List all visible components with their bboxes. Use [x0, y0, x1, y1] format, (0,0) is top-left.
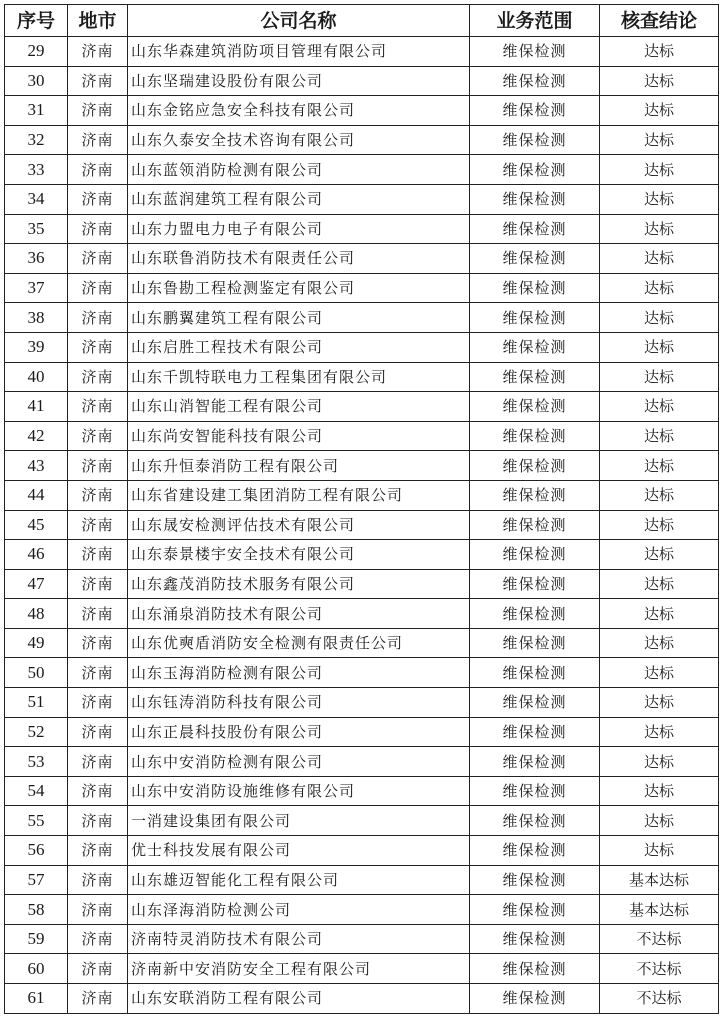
cell-company: 山东泽海消防检测公司 — [128, 895, 470, 925]
table-row — [5, 303, 719, 333]
cell-company: 山东尚安智能科技有限公司 — [128, 421, 470, 451]
cell-company: 山东安联消防工程有限公司 — [128, 984, 470, 1014]
cell-index: 57 — [5, 865, 68, 895]
cell-scope: 维保检测 — [470, 451, 600, 481]
cell-city: 济南 — [68, 865, 128, 895]
cell-index: 29 — [5, 37, 68, 67]
cell-company: 山东千凯特联电力工程集团有限公司 — [128, 362, 470, 392]
cell-city: 济南 — [68, 954, 128, 984]
cell-scope: 维保检测 — [470, 954, 600, 984]
cell-scope: 维保检测 — [470, 66, 600, 96]
cell-city: 济南 — [68, 924, 128, 954]
table-row — [5, 836, 719, 866]
cell-city: 济南 — [68, 895, 128, 925]
cell-result: 达标 — [600, 747, 719, 777]
cell-result: 达标 — [600, 776, 719, 806]
cell-index: 54 — [5, 776, 68, 806]
cell-company: 一消建设集团有限公司 — [128, 806, 470, 836]
cell-result: 达标 — [600, 658, 719, 688]
cell-scope: 维保检测 — [470, 836, 600, 866]
cell-index: 34 — [5, 184, 68, 214]
cell-city: 济南 — [68, 451, 128, 481]
table-row — [5, 776, 719, 806]
cell-index: 44 — [5, 480, 68, 510]
table-row — [5, 954, 719, 984]
cell-result: 基本达标 — [600, 895, 719, 925]
cell-scope: 维保检测 — [470, 717, 600, 747]
cell-index: 53 — [5, 747, 68, 777]
cell-result: 达标 — [600, 510, 719, 540]
table-row — [5, 480, 719, 510]
cell-result: 达标 — [600, 303, 719, 333]
cell-city: 济南 — [68, 155, 128, 185]
cell-company: 山东钰涛消防科技有限公司 — [128, 688, 470, 718]
cell-result: 基本达标 — [600, 865, 719, 895]
cell-company: 山东雄迈智能化工程有限公司 — [128, 865, 470, 895]
cell-index: 36 — [5, 244, 68, 274]
cell-city: 济南 — [68, 273, 128, 303]
cell-company: 山东蓝领消防检测有限公司 — [128, 155, 470, 185]
table-row — [5, 214, 719, 244]
cell-result: 达标 — [600, 362, 719, 392]
cell-index: 52 — [5, 717, 68, 747]
cell-index: 32 — [5, 125, 68, 155]
cell-scope: 维保检测 — [470, 865, 600, 895]
cell-city: 济南 — [68, 717, 128, 747]
cell-company: 山东中安消防检测有限公司 — [128, 747, 470, 777]
cell-index: 30 — [5, 66, 68, 96]
cell-scope: 维保检测 — [470, 599, 600, 629]
table-row — [5, 569, 719, 599]
cell-city: 济南 — [68, 688, 128, 718]
cell-company: 山东鑫茂消防技术服务有限公司 — [128, 569, 470, 599]
cell-result: 达标 — [600, 836, 719, 866]
cell-index: 46 — [5, 540, 68, 570]
cell-scope: 维保检测 — [470, 628, 600, 658]
cell-index: 43 — [5, 451, 68, 481]
table-row — [5, 96, 719, 126]
cell-company: 山东启胜工程技术有限公司 — [128, 332, 470, 362]
cell-city: 济南 — [68, 480, 128, 510]
cell-index: 50 — [5, 658, 68, 688]
cell-city: 济南 — [68, 303, 128, 333]
inspection-results-table — [4, 4, 719, 1014]
cell-scope: 维保检测 — [470, 806, 600, 836]
cell-company: 山东中安消防设施维修有限公司 — [128, 776, 470, 806]
cell-result: 不达标 — [600, 984, 719, 1014]
cell-scope: 维保检测 — [470, 984, 600, 1014]
cell-index: 51 — [5, 688, 68, 718]
cell-scope: 维保检测 — [470, 688, 600, 718]
table-row — [5, 332, 719, 362]
header-index: 序号 — [5, 5, 68, 37]
cell-index: 40 — [5, 362, 68, 392]
cell-result: 达标 — [600, 717, 719, 747]
cell-city: 济南 — [68, 540, 128, 570]
cell-scope: 维保检测 — [470, 37, 600, 67]
cell-index: 59 — [5, 924, 68, 954]
cell-scope: 维保检测 — [470, 421, 600, 451]
cell-city: 济南 — [68, 569, 128, 599]
cell-company: 山东晟安检测评估技术有限公司 — [128, 510, 470, 540]
cell-scope: 维保检测 — [470, 480, 600, 510]
cell-index: 37 — [5, 273, 68, 303]
cell-scope: 维保检测 — [470, 895, 600, 925]
table-row — [5, 155, 719, 185]
table-row — [5, 688, 719, 718]
cell-company: 山东鹏翼建筑工程有限公司 — [128, 303, 470, 333]
cell-scope: 维保检测 — [470, 362, 600, 392]
cell-scope: 维保检测 — [470, 244, 600, 274]
table-row — [5, 66, 719, 96]
cell-index: 31 — [5, 96, 68, 126]
table-row — [5, 865, 719, 895]
cell-city: 济南 — [68, 37, 128, 67]
cell-city: 济南 — [68, 776, 128, 806]
cell-city: 济南 — [68, 362, 128, 392]
cell-result: 达标 — [600, 688, 719, 718]
cell-city: 济南 — [68, 332, 128, 362]
cell-index: 49 — [5, 628, 68, 658]
cell-scope: 维保检测 — [470, 924, 600, 954]
table-row — [5, 717, 719, 747]
cell-result: 达标 — [600, 125, 719, 155]
cell-result: 达标 — [600, 155, 719, 185]
cell-scope: 维保检测 — [470, 214, 600, 244]
cell-scope: 维保检测 — [470, 303, 600, 333]
cell-city: 济南 — [68, 244, 128, 274]
table-row — [5, 984, 719, 1014]
cell-city: 济南 — [68, 96, 128, 126]
cell-scope: 维保检测 — [470, 155, 600, 185]
cell-city: 济南 — [68, 125, 128, 155]
cell-city: 济南 — [68, 628, 128, 658]
cell-city: 济南 — [68, 599, 128, 629]
cell-company: 山东泰景楼宇安全技术有限公司 — [128, 540, 470, 570]
cell-index: 45 — [5, 510, 68, 540]
table-row — [5, 244, 719, 274]
cell-company: 山东玉海消防检测有限公司 — [128, 658, 470, 688]
table-row — [5, 273, 719, 303]
cell-company: 山东山消智能工程有限公司 — [128, 392, 470, 422]
cell-city: 济南 — [68, 184, 128, 214]
cell-result: 达标 — [600, 480, 719, 510]
cell-result: 达标 — [600, 451, 719, 481]
cell-scope: 维保检测 — [470, 184, 600, 214]
cell-result: 达标 — [600, 273, 719, 303]
header-result: 核查结论 — [600, 5, 719, 37]
table-row — [5, 421, 719, 451]
cell-company: 济南特灵消防技术有限公司 — [128, 924, 470, 954]
cell-index: 48 — [5, 599, 68, 629]
table-row — [5, 362, 719, 392]
cell-result: 达标 — [600, 96, 719, 126]
cell-result: 不达标 — [600, 924, 719, 954]
cell-result: 达标 — [600, 540, 719, 570]
table-row — [5, 628, 719, 658]
cell-index: 60 — [5, 954, 68, 984]
table-body — [5, 37, 719, 1014]
table-row — [5, 747, 719, 777]
header-city: 地市 — [68, 5, 128, 37]
cell-result: 达标 — [600, 569, 719, 599]
cell-result: 达标 — [600, 214, 719, 244]
cell-index: 55 — [5, 806, 68, 836]
cell-result: 达标 — [600, 628, 719, 658]
table-row — [5, 510, 719, 540]
cell-scope: 维保检测 — [470, 540, 600, 570]
cell-company: 山东联鲁消防技术有限责任公司 — [128, 244, 470, 274]
cell-result: 达标 — [600, 184, 719, 214]
cell-city: 济南 — [68, 392, 128, 422]
cell-result: 达标 — [600, 244, 719, 274]
cell-city: 济南 — [68, 214, 128, 244]
table-row — [5, 658, 719, 688]
cell-company: 济南新中安消防安全工程有限公司 — [128, 954, 470, 984]
cell-city: 济南 — [68, 984, 128, 1014]
header-scope: 业务范围 — [470, 5, 600, 37]
table-row — [5, 806, 719, 836]
cell-result: 达标 — [600, 332, 719, 362]
cell-scope: 维保检测 — [470, 332, 600, 362]
cell-index: 41 — [5, 392, 68, 422]
cell-city: 济南 — [68, 806, 128, 836]
cell-city: 济南 — [68, 510, 128, 540]
cell-index: 61 — [5, 984, 68, 1014]
cell-city: 济南 — [68, 836, 128, 866]
cell-company: 山东久泰安全技术咨询有限公司 — [128, 125, 470, 155]
cell-scope: 维保检测 — [470, 658, 600, 688]
cell-index: 39 — [5, 332, 68, 362]
cell-index: 42 — [5, 421, 68, 451]
cell-index: 33 — [5, 155, 68, 185]
table-row — [5, 924, 719, 954]
table-header-row — [5, 5, 719, 37]
cell-city: 济南 — [68, 66, 128, 96]
table-row — [5, 599, 719, 629]
cell-company: 山东坚瑞建设股份有限公司 — [128, 66, 470, 96]
header-company: 公司名称 — [128, 5, 470, 37]
cell-scope: 维保检测 — [470, 125, 600, 155]
cell-result: 达标 — [600, 806, 719, 836]
cell-index: 35 — [5, 214, 68, 244]
cell-company: 山东优奭盾消防安全检测有限责任公司 — [128, 628, 470, 658]
cell-index: 58 — [5, 895, 68, 925]
cell-scope: 维保检测 — [470, 510, 600, 540]
cell-company: 山东金铭应急安全科技有限公司 — [128, 96, 470, 126]
cell-city: 济南 — [68, 421, 128, 451]
table-row — [5, 895, 719, 925]
cell-result: 达标 — [600, 392, 719, 422]
cell-scope: 维保检测 — [470, 392, 600, 422]
cell-index: 47 — [5, 569, 68, 599]
cell-result: 达标 — [600, 37, 719, 67]
cell-city: 济南 — [68, 747, 128, 777]
table-row — [5, 125, 719, 155]
cell-result: 达标 — [600, 599, 719, 629]
table-row — [5, 37, 719, 67]
cell-index: 56 — [5, 836, 68, 866]
cell-company: 优士科技发展有限公司 — [128, 836, 470, 866]
cell-scope: 维保检测 — [470, 273, 600, 303]
cell-company: 山东鲁勘工程检测鉴定有限公司 — [128, 273, 470, 303]
cell-city: 济南 — [68, 658, 128, 688]
cell-company: 山东蓝润建筑工程有限公司 — [128, 184, 470, 214]
cell-result: 不达标 — [600, 954, 719, 984]
cell-company: 山东省建设建工集团消防工程有限公司 — [128, 480, 470, 510]
cell-scope: 维保检测 — [470, 569, 600, 599]
table-row — [5, 392, 719, 422]
cell-result: 达标 — [600, 421, 719, 451]
table-row — [5, 184, 719, 214]
cell-result: 达标 — [600, 66, 719, 96]
cell-scope: 维保检测 — [470, 747, 600, 777]
cell-index: 38 — [5, 303, 68, 333]
cell-company: 山东涌泉消防技术有限公司 — [128, 599, 470, 629]
cell-company: 山东正晨科技股份有限公司 — [128, 717, 470, 747]
cell-scope: 维保检测 — [470, 776, 600, 806]
table-row — [5, 451, 719, 481]
cell-scope: 维保检测 — [470, 96, 600, 126]
cell-company: 山东升恒泰消防工程有限公司 — [128, 451, 470, 481]
table-row — [5, 540, 719, 570]
cell-company: 山东华森建筑消防项目管理有限公司 — [128, 37, 470, 67]
cell-company: 山东力盟电力电子有限公司 — [128, 214, 470, 244]
